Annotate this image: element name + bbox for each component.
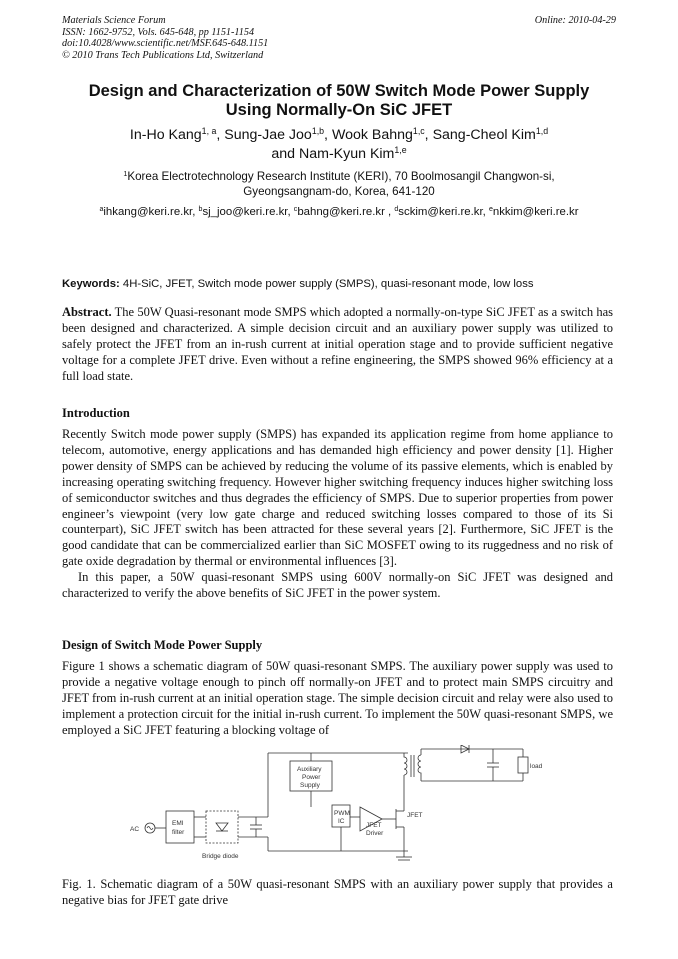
- transformer-secondary-symbol: [418, 755, 421, 777]
- introduction-body: [62, 427, 613, 602]
- issn-line: ISSN: 1662-9752, Vols. 645-648, pp 1151-1154: [62, 26, 255, 38]
- affiliation-text-1: Korea Electrotechnology Research Institute (KERI), 70 Boolmosangil Changwon-si,: [127, 170, 555, 183]
- keywords: [62, 277, 616, 292]
- author-line-2: [62, 145, 616, 164]
- title-line-1: Design and Characterization of 50W Switch Mode Power Supply: [88, 82, 590, 100]
- email-mark: a: [99, 206, 104, 214]
- label-supply: Supply: [300, 782, 320, 789]
- label-driver-jfet: JFET: [366, 822, 382, 829]
- schematic-diagram: [128, 745, 548, 865]
- label-emi: EMI: [172, 820, 184, 827]
- bridge-diode-symbol: [216, 823, 228, 831]
- paper-title: [62, 82, 616, 120]
- label-filter: filter: [172, 829, 185, 836]
- email-address[interactable]: nkkim@keri.re.kr: [492, 206, 579, 218]
- label-jfet: JFET: [407, 812, 423, 819]
- label-ac: AC: [130, 826, 140, 833]
- keywords-label: Keywords:: [62, 278, 120, 290]
- transformer-primary-symbol: [404, 753, 407, 775]
- author-name: Sung-Jae Joo: [224, 127, 312, 143]
- email-mark: e: [488, 206, 493, 214]
- label-ic: IC: [338, 818, 345, 825]
- section-heading-introduction: Introduction: [62, 406, 130, 420]
- affiliation: [62, 169, 616, 199]
- abstract-label: Abstract.: [62, 305, 112, 319]
- bridge-diode-block: [206, 811, 238, 843]
- author-affiliation-mark: 1,b: [311, 126, 325, 137]
- author-conjunction: and: [271, 145, 296, 162]
- load-resistor-symbol: [518, 757, 528, 773]
- author-name: Nam-Kyun Kim: [298, 145, 395, 162]
- introduction-paragraph-1: Recently Switch mode power supply (SMPS) has expanded its application regime from home appliance to telecom, automotive, energy applications and has demanded high efficiency and power density [1]. Higher power density of SMPS can be achieved by reducing the volume of its passive elements, which is enabled by increasing operating switching frequency. However higher switching frequency induces higher switching loss of semiconductor switches and thus degrades the efficiency of SMPS. Due to superior properties from power engineer’s viewpoint (very low gate charge and reduced switching losses compared to those of its Si counterpart), SiC JFET switch has been attracted for these several years [2]. Furthermore, SiC JFET is the good candidate that can be commercialized earlier than SiC MOSFET owing to its ruggedness and no risk of gate oxide degradation by thermal or environmental influences [3].: [62, 427, 613, 569]
- design-paragraph-1: Figure 1 shows a schematic diagram of 50W quasi-resonant SMPS. The auxiliary power supply was used to provide a negative voltage enough to pinch off normally-on JFET and to protect main SMPS circuitry and JFET from in-rush current at an initial operation stage. The simple decision circuit and relay were also used to implement a protection circuit for the initial in-rush current. To implement the 50W quasi-resonant SMPS, we employed a SiC JFET featuring a blocking voltage of: [62, 659, 613, 737]
- affiliation-mark: 1: [123, 169, 128, 179]
- doi-line: doi:10.4028/www.scientific.net/MSF.645-648.1151: [62, 38, 269, 50]
- author-affiliation-mark: 1,d: [535, 126, 549, 137]
- keywords-text: 4H-SiC, JFET, Switch mode power supply (SMPS), quasi-resonant mode, low loss: [122, 278, 534, 290]
- email-address[interactable]: sckim@keri.re.kr,: [398, 206, 486, 218]
- label-pwm: PWM: [334, 810, 350, 817]
- figure-1-caption: Fig. 1. Schematic diagram of a 50W quasi-resonant SMPS with an auxiliary power supply that provides a negative bias for JFET gate drive: [62, 877, 613, 907]
- author-affiliation-mark: 1,e: [394, 144, 407, 155]
- email-address[interactable]: sj_joo@keri.re.kr,: [202, 206, 291, 218]
- email-mark: d: [394, 206, 399, 214]
- author-name: Wook Bahng: [331, 127, 413, 143]
- label-load: load: [530, 763, 543, 770]
- copyright-line: © 2010 Trans Tech Publications Ltd, Switzerland: [62, 49, 264, 61]
- abstract-text: The 50W Quasi-resonant mode SMPS which adopted a normally-on-type SiC JFET as a switch has been designed and characterized. A simple decision circuit and an auxiliary power supply was utilized to safely protect the JFET from an in-rush current at initial operation stage and to provide sufficient negative voltage for a complete JFET drive. Even without a refine engineering, the SMPS showed 96% efficiency at a full load state.: [62, 305, 613, 383]
- email-list: [62, 205, 616, 220]
- figure-1-schematic: [128, 745, 548, 865]
- affiliation-line-1: [62, 169, 616, 184]
- section-heading-design: Design of Switch Mode Power Supply: [62, 638, 263, 652]
- author-affiliation-mark: 1,c: [412, 126, 425, 137]
- label-power: Power: [302, 774, 321, 781]
- label-driver: Driver: [366, 830, 384, 837]
- author-affiliation-mark: 1, a: [201, 126, 217, 137]
- online-date: Online: 2010-04-29: [534, 15, 616, 26]
- emi-filter-block: [166, 811, 194, 843]
- email-address[interactable]: bahng@keri.re.kr ,: [297, 206, 392, 218]
- author-line-1: In-Ho Kang$^{1, a}$, Sung-Jae Joo$^{1,b}$, Wook Bahng$^{1,c}$, Sang-Cheol Kim$^{1,d}$: [129, 126, 549, 143]
- author-list: [62, 126, 616, 163]
- email-mark: b: [198, 206, 203, 214]
- author-name: In-Ho Kang: [129, 127, 202, 143]
- email-address[interactable]: ihkang@keri.re.kr,: [103, 206, 196, 218]
- email-mark: c: [293, 206, 298, 214]
- journal-name: Materials Science Forum: [62, 15, 166, 26]
- title-line-2: Using Normally-On SiC JFET: [225, 101, 453, 119]
- introduction-paragraph-2: In this paper, a 50W quasi-resonant SMPS using 600V normally-on SiC JFET was designed and characterized to verify the above benefits of SiC JFET in the power system.: [62, 570, 613, 601]
- label-auxiliary: Auxiliary: [297, 766, 322, 773]
- journal-header: [62, 15, 616, 61]
- abstract: [62, 305, 613, 385]
- affiliation-line-2: Gyeongsangnam-do, Korea, 641-120: [243, 185, 435, 198]
- label-bridge-diode: Bridge diode: [202, 853, 239, 860]
- author-name: Sang-Cheol Kim: [432, 127, 536, 143]
- ac-wave-symbol: [147, 827, 153, 830]
